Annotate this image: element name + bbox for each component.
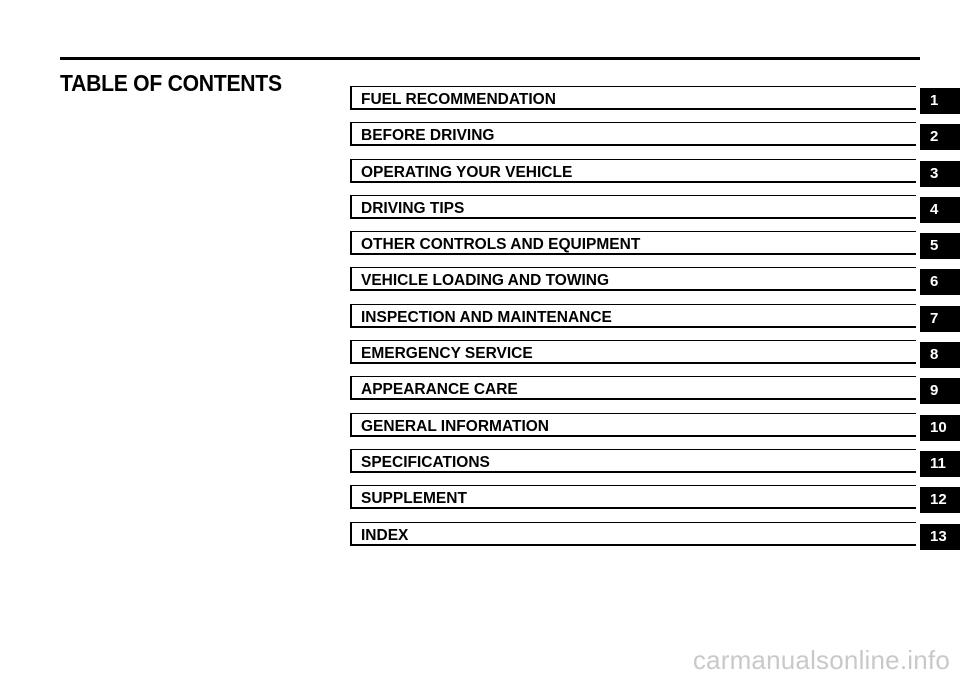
toc-entry-box [350,340,916,364]
toc-entry-box [350,485,916,509]
chapter-tab[interactable]: 11 [920,451,960,477]
toc-entry-box [350,304,916,328]
toc-entry[interactable] [350,84,960,120]
toc-entry-box [350,195,916,219]
chapter-tab[interactable]: 9 [920,378,960,404]
chapter-tab[interactable]: 10 [920,415,960,441]
toc-entry-box [350,522,916,546]
chapter-tab[interactable]: 12 [920,487,960,513]
chapter-tab[interactable]: 4 [920,197,960,223]
toc-entry[interactable] [350,447,960,483]
toc-entry-label[interactable]: OTHER CONTROLS AND EQUIPMENT [361,236,641,254]
toc-entry-label[interactable]: SPECIFICATIONS [361,453,490,471]
chapter-tab[interactable]: 2 [920,124,960,150]
toc-entry-label[interactable]: BEFORE DRIVING [361,127,495,145]
toc-entry-label[interactable]: DRIVING TIPS [361,199,465,217]
toc-entry[interactable] [350,157,960,193]
toc-entry-label[interactable]: APPEARANCE CARE [361,381,518,399]
toc-entry[interactable] [350,265,960,301]
toc-entry[interactable] [350,229,960,265]
header-rule [60,57,920,60]
toc-entry-box [350,376,916,400]
toc-entry[interactable] [350,483,960,519]
chapter-tab[interactable]: 7 [920,306,960,332]
chapter-tab[interactable]: 8 [920,342,960,368]
toc-entry[interactable] [350,120,960,156]
chapter-tab[interactable]: 13 [920,524,960,550]
toc-entry-label[interactable]: EMERGENCY SERVICE [361,345,533,363]
toc-entry[interactable] [350,338,960,374]
toc-entry[interactable] [350,374,960,410]
toc-entry-label[interactable]: FUEL RECOMMENDATION [361,91,556,108]
toc-entry-label[interactable]: INDEX [361,526,409,544]
toc-list [350,84,960,556]
toc-entry-box [350,267,916,291]
toc-entry[interactable] [350,302,960,338]
toc-entry-label[interactable]: VEHICLE LOADING AND TOWING [361,272,609,290]
chapter-tab[interactable]: 6 [920,269,960,295]
toc-entry-label[interactable]: INSPECTION AND MAINTENANCE [361,308,612,326]
chapter-tab[interactable]: 3 [920,161,960,187]
toc-entry-box [350,449,916,473]
toc-entry-box [350,122,916,146]
toc-entry-box [350,159,916,183]
toc-entry-box [350,86,916,110]
toc-entry[interactable] [350,520,960,556]
toc-entry-label[interactable]: SUPPLEMENT [361,490,467,508]
toc-entry-box [350,413,916,437]
toc-entry-label[interactable]: GENERAL INFORMATION [361,417,550,435]
toc-entry[interactable] [350,193,960,229]
toc-entry-box [350,231,916,255]
chapter-tab[interactable]: 5 [920,233,960,259]
watermark: carmanualsonline.info [692,645,950,675]
page-title: TABLE OF CONTENTS [60,70,282,96]
toc-entry-label[interactable]: OPERATING YOUR VEHICLE [361,163,573,181]
chapter-tab[interactable]: 1 [920,88,960,114]
toc-entry[interactable] [350,411,960,447]
